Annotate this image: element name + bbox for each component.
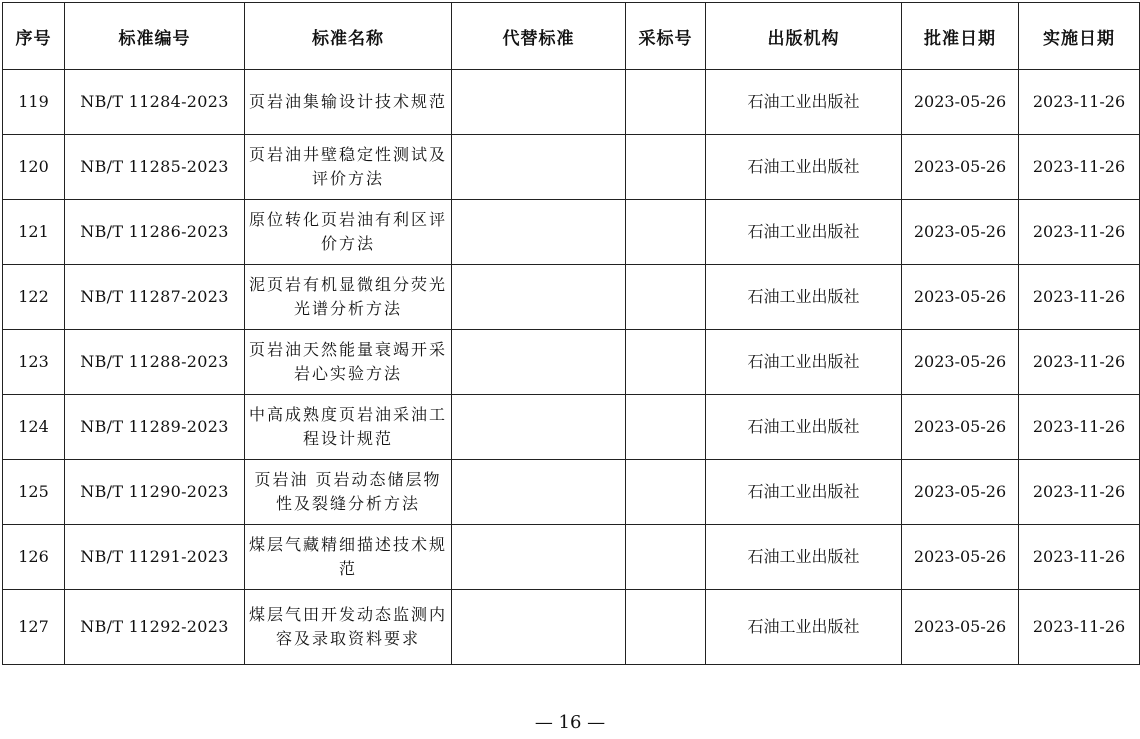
standard-code-cell: NB/T 11284-2023	[65, 70, 245, 135]
row-no-cell: 121	[3, 200, 65, 265]
effective-date-cell: 2023-11-26	[1019, 330, 1140, 395]
row-no-cell: 119	[3, 70, 65, 135]
approved-date-cell: 2023-05-26	[902, 70, 1019, 135]
effective-date-cell: 2023-11-26	[1019, 70, 1140, 135]
table-row	[3, 395, 1140, 460]
standard-code-cell: NB/T 11288-2023	[65, 330, 245, 395]
publisher-cell: 石油工业出版社	[706, 265, 902, 330]
effective-date-cell: 2023-11-26	[1019, 200, 1140, 265]
standard-code-cell: NB/T 11291-2023	[65, 525, 245, 590]
col-header-approved: 批准日期	[902, 3, 1019, 70]
standard-name-cell: 页岩油 页岩动态储层物性及裂缝分析方法	[245, 460, 452, 525]
row-no-cell: 123	[3, 330, 65, 395]
table-row	[3, 265, 1140, 330]
standard-name-cell: 页岩油天然能量衰竭开采岩心实验方法	[245, 330, 452, 395]
effective-date-cell: 2023-11-26	[1019, 460, 1140, 525]
replaces-cell	[452, 590, 626, 665]
standard-code-cell: NB/T 11287-2023	[65, 265, 245, 330]
standard-name-cell: 泥页岩有机显微组分荧光光谱分析方法	[245, 265, 452, 330]
row-no-cell: 124	[3, 395, 65, 460]
publisher-cell: 石油工业出版社	[706, 590, 902, 665]
replaces-cell	[452, 135, 626, 200]
table-row	[3, 200, 1140, 265]
standard-name-cell: 煤层气田开发动态监测内容及录取资料要求	[245, 590, 452, 665]
standard-name-cell: 煤层气藏精细描述技术规范	[245, 525, 452, 590]
effective-date-cell: 2023-11-26	[1019, 265, 1140, 330]
row-no-cell: 126	[3, 525, 65, 590]
col-header-name: 标准名称	[245, 3, 452, 70]
table-row	[3, 525, 1140, 590]
replaces-cell	[452, 330, 626, 395]
table-row	[3, 330, 1140, 395]
adopted-cell	[626, 70, 706, 135]
effective-date-cell: 2023-11-26	[1019, 525, 1140, 590]
replaces-cell	[452, 70, 626, 135]
col-header-effective: 实施日期	[1019, 3, 1140, 70]
standard-code-cell: NB/T 11289-2023	[65, 395, 245, 460]
publisher-cell: 石油工业出版社	[706, 70, 902, 135]
approved-date-cell: 2023-05-26	[902, 330, 1019, 395]
table-row	[3, 590, 1140, 665]
col-header-adopted: 采标号	[626, 3, 706, 70]
adopted-cell	[626, 330, 706, 395]
replaces-cell	[452, 395, 626, 460]
table-header-row	[3, 3, 1140, 70]
adopted-cell	[626, 525, 706, 590]
adopted-cell	[626, 395, 706, 460]
replaces-cell	[452, 460, 626, 525]
approved-date-cell: 2023-05-26	[902, 460, 1019, 525]
standard-name-cell: 页岩油井壁稳定性测试及评价方法	[245, 135, 452, 200]
standard-code-cell: NB/T 11290-2023	[65, 460, 245, 525]
adopted-cell	[626, 460, 706, 525]
publisher-cell: 石油工业出版社	[706, 200, 902, 265]
adopted-cell	[626, 135, 706, 200]
adopted-cell	[626, 200, 706, 265]
col-header-publisher: 出版机构	[706, 3, 902, 70]
standards-table	[2, 2, 1140, 665]
standard-name-cell: 页岩油集输设计技术规范	[245, 70, 452, 135]
table-row	[3, 70, 1140, 135]
effective-date-cell: 2023-11-26	[1019, 395, 1140, 460]
replaces-cell	[452, 525, 626, 590]
publisher-cell: 石油工业出版社	[706, 525, 902, 590]
approved-date-cell: 2023-05-26	[902, 265, 1019, 330]
approved-date-cell: 2023-05-26	[902, 525, 1019, 590]
replaces-cell	[452, 200, 626, 265]
effective-date-cell: 2023-11-26	[1019, 590, 1140, 665]
col-header-replaces: 代替标准	[452, 3, 626, 70]
publisher-cell: 石油工业出版社	[706, 395, 902, 460]
approved-date-cell: 2023-05-26	[902, 395, 1019, 460]
standard-code-cell: NB/T 11285-2023	[65, 135, 245, 200]
standard-name-cell: 中高成熟度页岩油采油工程设计规范	[245, 395, 452, 460]
row-no-cell: 127	[3, 590, 65, 665]
table-row	[3, 135, 1140, 200]
adopted-cell	[626, 265, 706, 330]
approved-date-cell: 2023-05-26	[902, 200, 1019, 265]
replaces-cell	[452, 265, 626, 330]
page-number: — 16 —	[534, 712, 606, 733]
standard-code-cell: NB/T 11286-2023	[65, 200, 245, 265]
publisher-cell: 石油工业出版社	[706, 460, 902, 525]
standard-code-cell: NB/T 11292-2023	[65, 590, 245, 665]
col-header-code: 标准编号	[65, 3, 245, 70]
adopted-cell	[626, 590, 706, 665]
row-no-cell: 122	[3, 265, 65, 330]
col-header-no: 序号	[3, 3, 65, 70]
table-row	[3, 460, 1140, 525]
publisher-cell: 石油工业出版社	[706, 135, 902, 200]
effective-date-cell: 2023-11-26	[1019, 135, 1140, 200]
approved-date-cell: 2023-05-26	[902, 590, 1019, 665]
approved-date-cell: 2023-05-26	[902, 135, 1019, 200]
standard-name-cell: 原位转化页岩油有利区评价方法	[245, 200, 452, 265]
publisher-cell: 石油工业出版社	[706, 330, 902, 395]
row-no-cell: 125	[3, 460, 65, 525]
row-no-cell: 120	[3, 135, 65, 200]
